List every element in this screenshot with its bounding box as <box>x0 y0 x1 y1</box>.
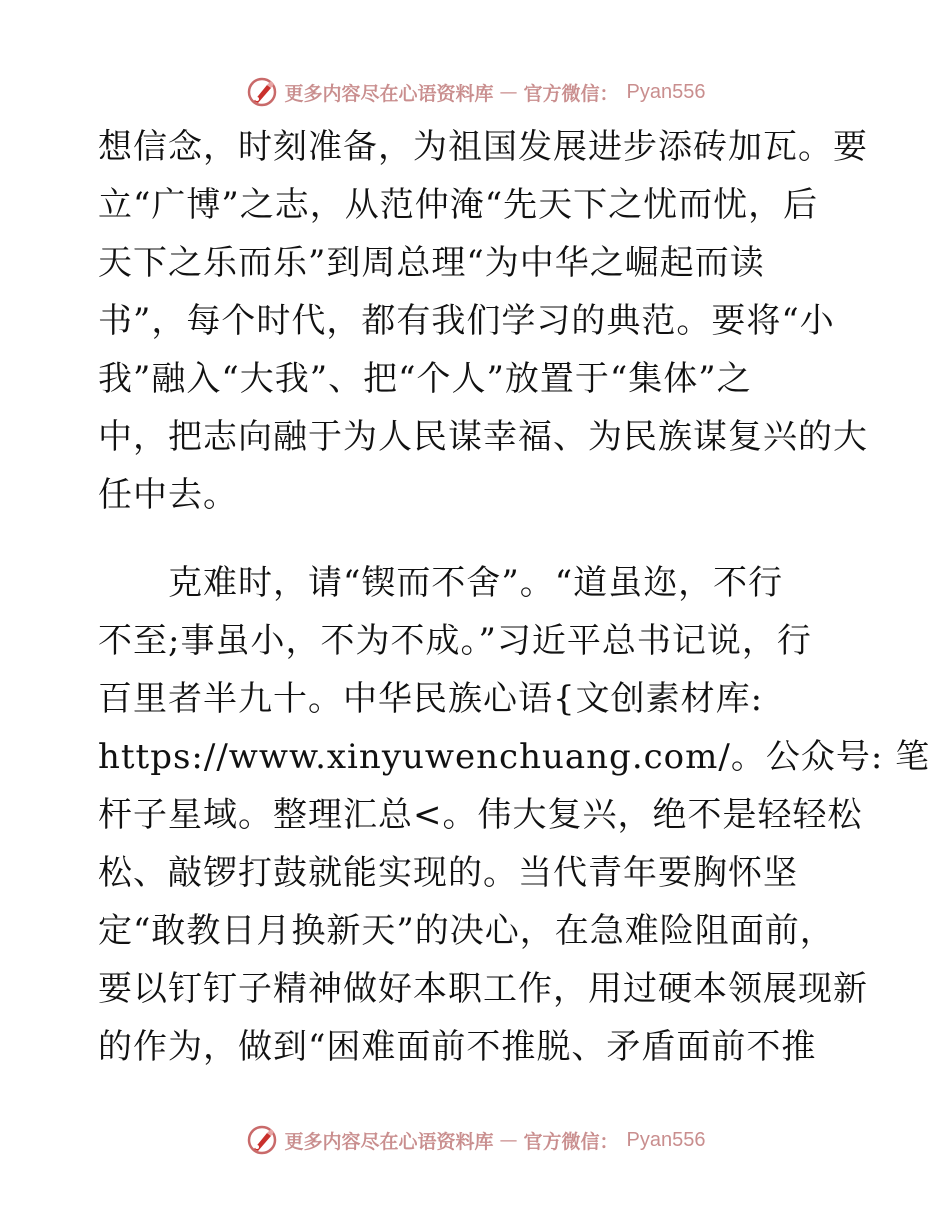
text-line: 克难时，请“锲而不舍”。“道虽迩，不行 <box>98 563 784 603</box>
text-line: 定“敢教日月换新天”的决心，在急难险阻面前， <box>98 911 835 951</box>
paragraph-2 <box>98 554 931 1076</box>
header-wechat-id: Pyan556 <box>626 80 706 103</box>
header-wechat-label: 官方微信： <box>523 82 619 105</box>
text-line: 的作为，做到“困难面前不推脱、矛盾面前不推 <box>98 1027 817 1067</box>
header-banner <box>0 72 950 112</box>
footer-dash: — <box>499 1129 518 1151</box>
text-line: 不至;事虽小，不为不成。”习近平总书记说，行 <box>98 621 812 661</box>
paragraph-gap <box>98 524 858 554</box>
pen-logo-icon <box>245 1123 279 1157</box>
text-line: 中，把志向融于为人民谋幸福、为民族谋复兴的大 <box>98 417 868 457</box>
text-line: 想信念，时刻准备，为祖国发展进步添砖加瓦。要 <box>98 127 868 167</box>
footer-site-text: 更多内容尽在心语资料库 <box>284 1130 494 1153</box>
header-dash: — <box>499 81 518 103</box>
text-line: 我”融入“大我”、把“个人”放置于“集体”之 <box>98 359 752 399</box>
header-site-text: 更多内容尽在心语资料库 <box>284 82 494 105</box>
footer-wechat-id: Pyan556 <box>626 1128 706 1151</box>
text-line: 杆子星域。整理汇总<。伟大复兴，绝不是轻轻松 <box>98 795 863 835</box>
footer-banner <box>0 1120 950 1160</box>
footer-wechat-label: 官方微信： <box>523 1130 619 1153</box>
text-line: 松、敲锣打鼓就能实现的。当代青年要胸怀坚 <box>98 853 798 893</box>
text-line: 要以钉钉子精神做好本职工作，用过硬本领展现新 <box>98 969 868 1009</box>
pen-logo-icon <box>245 75 279 109</box>
text-line: 任中去。 <box>98 475 238 515</box>
text-line: https://www.xinyuwenchuang.com/。公众号: 笔 <box>98 737 931 777</box>
text-line: 立“广博”之志，从范仲淹“先天下之忧而忧，后 <box>98 185 819 225</box>
text-line: 天下之乐而乐”到周总理“为中华之崛起而读 <box>98 243 765 283</box>
text-line: 百里者半九十。中华民族心语{文创素材库: <box>98 679 764 719</box>
text-line: 书”，每个时代，都有我们学习的典范。要将“小 <box>98 301 835 341</box>
paragraph-1 <box>98 118 868 524</box>
document-body <box>98 118 931 1076</box>
